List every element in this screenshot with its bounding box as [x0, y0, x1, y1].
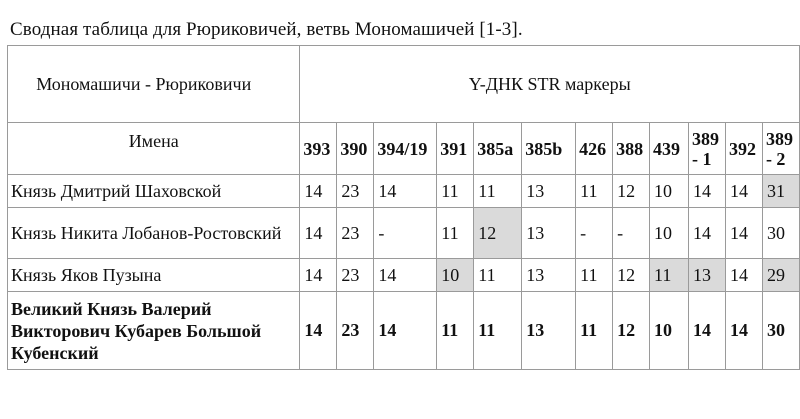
marker-value-cell: 10 — [437, 259, 474, 292]
marker-value-cell: 31 — [762, 175, 799, 208]
marker-value-cell: 12 — [613, 175, 650, 208]
column-header: 390 — [337, 123, 374, 175]
marker-value-cell: 11 — [437, 292, 474, 370]
marker-value-cell: 14 — [374, 175, 437, 208]
person-name-cell: Князь Дмитрий Шаховской — [8, 175, 300, 208]
names-header-cell: Имена — [8, 123, 300, 175]
marker-value-cell: 29 — [762, 259, 799, 292]
column-header: 426 — [576, 123, 613, 175]
table-row — [8, 292, 800, 370]
column-header: 391 — [437, 123, 474, 175]
str-marker-table — [7, 45, 800, 370]
marker-value-cell: 14 — [300, 208, 337, 259]
header-row-2 — [8, 123, 800, 175]
column-header: 392 — [725, 123, 762, 175]
marker-value-cell: 13 — [689, 259, 726, 292]
person-name-cell: Великий Князь Валерий Викторович Кубарев Большой Кубенский — [8, 292, 300, 370]
marker-value-cell: 11 — [474, 292, 522, 370]
table-row — [8, 208, 800, 259]
column-header: 393 — [300, 123, 337, 175]
marker-value-cell: 14 — [725, 175, 762, 208]
marker-value-cell: 14 — [689, 208, 726, 259]
marker-value-cell: 11 — [576, 175, 613, 208]
header-row-1 — [8, 46, 800, 123]
column-header: 385a — [474, 123, 522, 175]
marker-value-cell: 11 — [474, 175, 522, 208]
marker-value-cell: 23 — [337, 175, 374, 208]
marker-value-cell: 23 — [337, 292, 374, 370]
column-header: 385b — [522, 123, 576, 175]
group-header-cell: Мономашичи - Рюриковичи — [8, 46, 300, 123]
marker-value-cell: - — [613, 208, 650, 259]
column-header: 389 - 2 — [762, 123, 799, 175]
marker-value-cell: 12 — [474, 208, 522, 259]
marker-value-cell: 11 — [576, 259, 613, 292]
marker-value-cell: 14 — [725, 208, 762, 259]
table-caption: Сводная таблица для Рюриковичей, ветвь Мономашичей [1-3]. — [10, 19, 523, 40]
marker-value-cell: 11 — [437, 208, 474, 259]
marker-value-cell: 14 — [689, 292, 726, 370]
column-header: 388 — [613, 123, 650, 175]
marker-value-cell: 14 — [689, 175, 726, 208]
marker-value-cell: 12 — [613, 259, 650, 292]
marker-value-cell: 23 — [337, 259, 374, 292]
marker-value-cell: 14 — [300, 259, 337, 292]
marker-value-cell: 23 — [337, 208, 374, 259]
marker-value-cell: 14 — [725, 259, 762, 292]
marker-value-cell: - — [576, 208, 613, 259]
marker-value-cell: 10 — [650, 175, 689, 208]
marker-value-cell: - — [374, 208, 437, 259]
column-header: 439 — [650, 123, 689, 175]
markers-header-cell: Y-ДНК STR маркеры — [300, 46, 800, 123]
marker-value-cell: 11 — [576, 292, 613, 370]
marker-value-cell: 30 — [762, 208, 799, 259]
table-row — [8, 259, 800, 292]
marker-value-cell: 13 — [522, 292, 576, 370]
marker-value-cell: 14 — [725, 292, 762, 370]
marker-value-cell: 13 — [522, 259, 576, 292]
marker-value-cell: 10 — [650, 208, 689, 259]
person-name-cell: Князь Никита Лобанов-Ростовский — [8, 208, 300, 259]
marker-value-cell: 13 — [522, 175, 576, 208]
marker-value-cell: 14 — [374, 259, 437, 292]
marker-value-cell: 11 — [437, 175, 474, 208]
marker-value-cell: 12 — [613, 292, 650, 370]
marker-value-cell: 10 — [650, 292, 689, 370]
column-header: 389 - 1 — [689, 123, 726, 175]
marker-value-cell: 14 — [300, 175, 337, 208]
marker-value-cell: 14 — [374, 292, 437, 370]
marker-value-cell: 30 — [762, 292, 799, 370]
marker-value-cell: 14 — [300, 292, 337, 370]
marker-value-cell: 11 — [650, 259, 689, 292]
table-row — [8, 175, 800, 208]
marker-value-cell: 13 — [522, 208, 576, 259]
person-name-cell: Князь Яков Пузына — [8, 259, 300, 292]
column-header: 394/19 — [374, 123, 437, 175]
marker-value-cell: 11 — [474, 259, 522, 292]
